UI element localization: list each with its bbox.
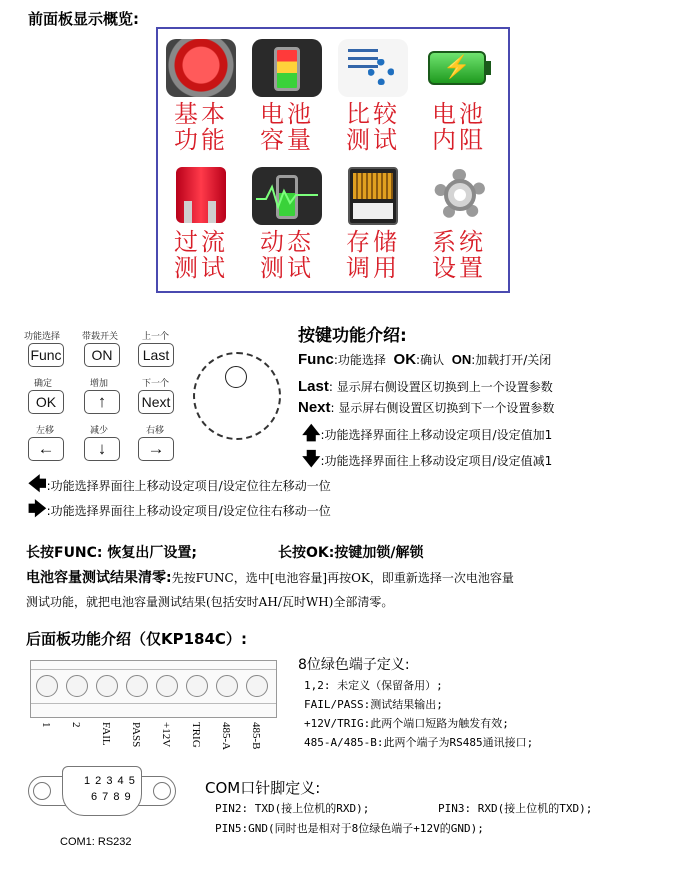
sd-card-icon bbox=[338, 167, 408, 225]
tile-label: 调用 bbox=[346, 254, 400, 282]
tile-label: 测试 bbox=[174, 254, 228, 282]
left-line bbox=[28, 474, 331, 497]
terminal-screw bbox=[36, 675, 58, 697]
down-line bbox=[302, 449, 552, 472]
terminal-label: 1 bbox=[40, 722, 52, 728]
tile-label: 内阻 bbox=[432, 126, 486, 154]
tile-label: 比较 bbox=[346, 100, 400, 128]
left-desc: :功能选择界面往上移动设定项目/设定位往左移动一位 bbox=[46, 479, 331, 493]
key-top-label: 增加 bbox=[90, 379, 109, 389]
next-desc: : 显示屏右侧设置区切换到下一个设置参数 bbox=[330, 401, 555, 415]
func-key[interactable]: Func bbox=[28, 343, 64, 367]
key-top-label: 右移 bbox=[146, 426, 165, 436]
up-desc: :功能选择界面往上移动设定项目/设定值加1 bbox=[320, 428, 553, 442]
terminal-screw bbox=[126, 675, 148, 697]
down-arrow-icon: 🡇 bbox=[302, 449, 321, 470]
menu-tile-storage-recall[interactable] bbox=[334, 167, 412, 281]
down-arrow-key[interactable]: ↓ bbox=[84, 437, 120, 461]
terminal-screw bbox=[186, 675, 208, 697]
last-line bbox=[298, 376, 553, 398]
tile-label: 过流 bbox=[174, 228, 228, 256]
terminal-label: 485-B bbox=[250, 722, 262, 750]
long-press-func: 长按FUNC: 恢复出厂设置; bbox=[26, 545, 197, 561]
up-arrow-key[interactable]: ↑ bbox=[84, 390, 120, 414]
on-key-label: ON bbox=[451, 352, 472, 367]
db9-connector-icon bbox=[28, 760, 176, 820]
terminal-def-line: FAIL/PASS:测试结果输出; bbox=[304, 698, 443, 711]
func-desc: :功能选择 bbox=[333, 353, 386, 367]
rotary-knob[interactable] bbox=[193, 352, 281, 440]
tile-label: 容量 bbox=[260, 126, 314, 154]
menu-tile-compare-test[interactable] bbox=[334, 39, 412, 153]
key-top-label: 功能选择 bbox=[24, 332, 61, 342]
tile-label: 存储 bbox=[346, 228, 400, 256]
front-overview-title: 前面板显示概览: bbox=[28, 10, 139, 28]
ok-key-label: OK bbox=[393, 351, 417, 368]
tile-label: 基本 bbox=[174, 100, 228, 128]
right-desc: :功能选择界面往上移动设定项目/设定位往右移动一位 bbox=[46, 504, 331, 518]
rear-panel-title: 后面板功能介绍（仅KP184C）: bbox=[26, 630, 247, 648]
right-line bbox=[28, 499, 331, 522]
db9-pins-bottom: 6 7 8 9 bbox=[91, 791, 132, 803]
terminal-def-line: +12V/TRIG:此两个端口短路为触发有效; bbox=[304, 717, 509, 730]
up-line bbox=[302, 423, 552, 446]
terminal-screw bbox=[216, 675, 238, 697]
key-top-label: 上一个 bbox=[142, 332, 170, 342]
func-key-label: Func bbox=[298, 351, 334, 368]
dynamic-battery-icon bbox=[252, 167, 322, 225]
key-top-label: 带载开关 bbox=[82, 332, 119, 342]
ok-desc: :确认 bbox=[416, 353, 445, 367]
terminal-def-title: 8位绿色端子定义: bbox=[298, 657, 410, 673]
com-caption: COM1: RS232 bbox=[60, 836, 132, 848]
next-key[interactable]: Next bbox=[138, 390, 174, 414]
down-desc: :功能选择界面往上移动设定项目/设定值减1 bbox=[320, 454, 553, 468]
terminal-label: FAIL bbox=[100, 722, 112, 746]
menu-tile-overcurrent-test[interactable] bbox=[162, 167, 240, 281]
battery-clear-text: 先按FUNC，选中[电池容量]再按OK，即重新选择一次电池容量 bbox=[171, 571, 514, 585]
left-arrow-key[interactable]: ← bbox=[28, 437, 64, 461]
terminal-label: TRIG bbox=[190, 722, 202, 748]
menu-tile-dynamic-test[interactable] bbox=[248, 167, 326, 281]
terminal-screw bbox=[156, 675, 178, 697]
tile-label: 测试 bbox=[260, 254, 314, 282]
battery-charging-icon: ⚡ bbox=[424, 39, 494, 97]
right-arrow-icon: 🡆 bbox=[28, 499, 47, 520]
key-intro-title: 按键功能介绍: bbox=[298, 326, 407, 346]
battery-clear-text: 测试功能，就把电池容量测试结果(包括安时AH/瓦时WH)全部清零。 bbox=[26, 595, 394, 609]
terminal-label: PASS bbox=[130, 722, 142, 748]
terminal-label: 2 bbox=[70, 722, 82, 728]
db9-pins-top: 1 2 3 4 5 bbox=[84, 775, 136, 787]
battery-clear-paragraph bbox=[26, 566, 666, 614]
com-pin5: PIN5:GND(同时也是相对于8位绿色端子+12V的GND); bbox=[215, 822, 484, 835]
battery-clear-heading: 电池容量测试结果清零: bbox=[26, 570, 172, 586]
ok-key[interactable]: OK bbox=[28, 390, 64, 414]
next-key-label: Next bbox=[298, 399, 331, 416]
front-panel-menu bbox=[156, 27, 510, 293]
last-key[interactable]: Last bbox=[138, 343, 174, 367]
settings-gear-icon bbox=[424, 167, 494, 225]
key-top-label: 确定 bbox=[34, 379, 53, 389]
terminal-label: +12V bbox=[160, 722, 172, 748]
on-desc: :加载打开/关闭 bbox=[471, 353, 552, 367]
fuse-icon bbox=[166, 167, 236, 225]
gear-document-icon bbox=[338, 39, 408, 97]
tile-label: 测试 bbox=[346, 126, 400, 154]
tile-label: 动态 bbox=[260, 228, 314, 256]
com-def-title: COM口针脚定义: bbox=[205, 779, 321, 797]
cpu-fan-icon bbox=[166, 39, 236, 97]
com-pin3: PIN3: RXD(接上位机的TXD); bbox=[438, 802, 593, 815]
terminal-def-line: 485-A/485-B:此两个端子为RS485通讯接口; bbox=[304, 736, 534, 749]
key-top-label: 下一个 bbox=[142, 379, 170, 389]
tile-label: 功能 bbox=[174, 126, 228, 154]
key-top-label: 减少 bbox=[90, 426, 109, 436]
menu-tile-battery-capacity[interactable] bbox=[248, 39, 326, 153]
next-line bbox=[298, 397, 554, 419]
battery-icon bbox=[252, 39, 322, 97]
last-desc: : 显示屏右侧设置区切换到上一个设置参数 bbox=[328, 380, 553, 394]
tile-label: 设置 bbox=[432, 254, 486, 282]
tile-label: 系统 bbox=[432, 228, 486, 256]
func-ok-on-line bbox=[298, 349, 551, 371]
terminal-screw bbox=[66, 675, 88, 697]
on-key[interactable]: ON bbox=[84, 343, 120, 367]
terminal-screw bbox=[246, 675, 268, 697]
com-pin2: PIN2: TXD(接上位机的RXD); bbox=[215, 802, 370, 815]
terminal-label: 485-A bbox=[220, 722, 232, 751]
left-arrow-icon: 🡄 bbox=[28, 474, 47, 495]
last-key-label: Last bbox=[298, 378, 329, 395]
up-arrow-icon: 🡅 bbox=[302, 423, 321, 444]
right-arrow-key[interactable]: → bbox=[138, 437, 174, 461]
knob-indicator bbox=[225, 366, 247, 388]
key-top-label: 左移 bbox=[36, 426, 55, 436]
menu-tile-battery-resistance[interactable] bbox=[420, 39, 498, 153]
menu-tile-basic-function[interactable] bbox=[162, 39, 240, 153]
long-press-ok: 长按OK:按键加锁/解锁 bbox=[278, 545, 424, 561]
terminal-screw bbox=[96, 675, 118, 697]
menu-tile-system-settings[interactable] bbox=[420, 167, 498, 281]
terminal-def-line: 1,2: 未定义（保留备用）; bbox=[304, 679, 443, 692]
waveform-icon bbox=[256, 181, 318, 211]
tile-label: 电池 bbox=[432, 100, 486, 128]
tile-label: 电池 bbox=[260, 100, 314, 128]
terminal-def-list bbox=[304, 676, 533, 752]
